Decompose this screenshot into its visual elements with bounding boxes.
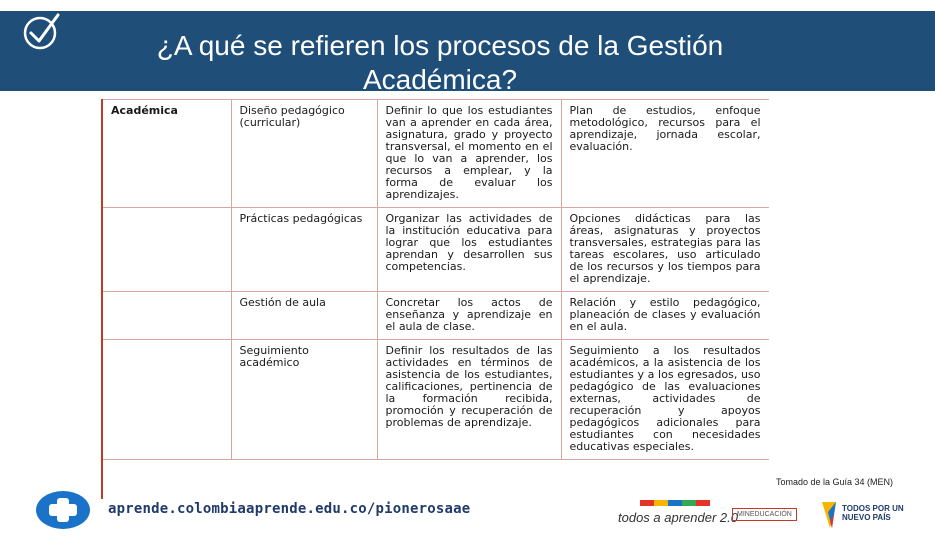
objetivo-cell: Organizar las actividades de la institución educativa para lograr que los estudiantes aprendan y desarrollen sus competencias. bbox=[377, 208, 561, 292]
proceso-cell: Gestión de aula bbox=[231, 292, 377, 340]
gestion-cell bbox=[103, 292, 231, 340]
objetivo-cell: Definir los resultados de las actividades en términos de asistencia de los estudiantes, calificaciones, pertinencia de la formación recibida, promoción y recuperación de problemas de aprendizaje. bbox=[377, 340, 561, 460]
title-line-1: ¿A qué se refieren los procesos de la Gestión bbox=[156, 30, 724, 61]
proceso-cell: Prácticas pedagógicas bbox=[231, 208, 377, 292]
mineducacion-logo: MINEDUCACIÓN bbox=[732, 508, 797, 521]
checkmark-icon bbox=[18, 11, 66, 59]
gestion-cell bbox=[103, 340, 231, 460]
table-row bbox=[103, 100, 769, 208]
todos-a-aprender-logo: todos a aprender 2.0 bbox=[618, 510, 738, 525]
colombia-aprende-logo-icon bbox=[35, 490, 91, 530]
processes-table bbox=[103, 99, 769, 460]
objetivo-cell: Concretar los actos de enseñanza y aprendizaje en el aula de clase. bbox=[377, 292, 561, 340]
tpnp-line-2: NUEVO PAÍS bbox=[842, 513, 891, 522]
todos-por-un-nuevo-pais-flag-icon bbox=[818, 500, 840, 530]
componentes-cell: Opciones didácticas para las áreas, asignaturas y proyectos transversales, estrategias para las tareas escolares, uso articulado de los recursos y los tiempos para el aprendizaje. bbox=[561, 208, 769, 292]
flag-colors-icon bbox=[640, 500, 710, 506]
gestion-cell bbox=[103, 208, 231, 292]
proceso-cell: Seguimiento académico bbox=[231, 340, 377, 460]
table-row bbox=[103, 292, 769, 340]
objetivo-cell: Definir lo que los estudiantes van a aprender en cada área, asignatura, grado y proyecto transversal, el momento en el que lo van a aprender, los recursos a emplear, y la forma de evaluar los aprendizajes. bbox=[377, 100, 561, 208]
table-row bbox=[103, 208, 769, 292]
title-line-2: Académica? bbox=[362, 64, 518, 95]
componentes-cell: Plan de estudios, enfoque metodológico, recursos para el aprendizaje, jornada escolar, evaluación. bbox=[561, 100, 769, 208]
componentes-cell: Relación y estilo pedagógico, planeación de clases y evaluación en el aula. bbox=[561, 292, 769, 340]
todos-por-un-nuevo-pais-logo bbox=[842, 504, 912, 522]
gestion-cell: Académica bbox=[103, 100, 231, 208]
title-banner bbox=[0, 11, 935, 95]
table-row bbox=[103, 340, 769, 460]
page-title bbox=[60, 29, 820, 97]
tpnp-line-1: TODOS POR UN bbox=[842, 504, 904, 513]
footer-url[interactable]: aprende.colombiaaprende.edu.co/pionerosaae bbox=[108, 501, 471, 517]
source-caption: Tomado de la Guía 34 (MEN) bbox=[776, 477, 894, 487]
componentes-cell: Seguimiento a los resultados académicos, a la asistencia de los estudiantes y a los egresados, uso pedagógico de las evaluaciones externas, actividades de recuperación y apoyos pedagógicos adicionales para estudiantes con necesidades educativas especiales. bbox=[561, 340, 769, 460]
processes-table-image bbox=[101, 99, 769, 499]
proceso-cell: Diseño pedagógico (curricular) bbox=[231, 100, 377, 208]
